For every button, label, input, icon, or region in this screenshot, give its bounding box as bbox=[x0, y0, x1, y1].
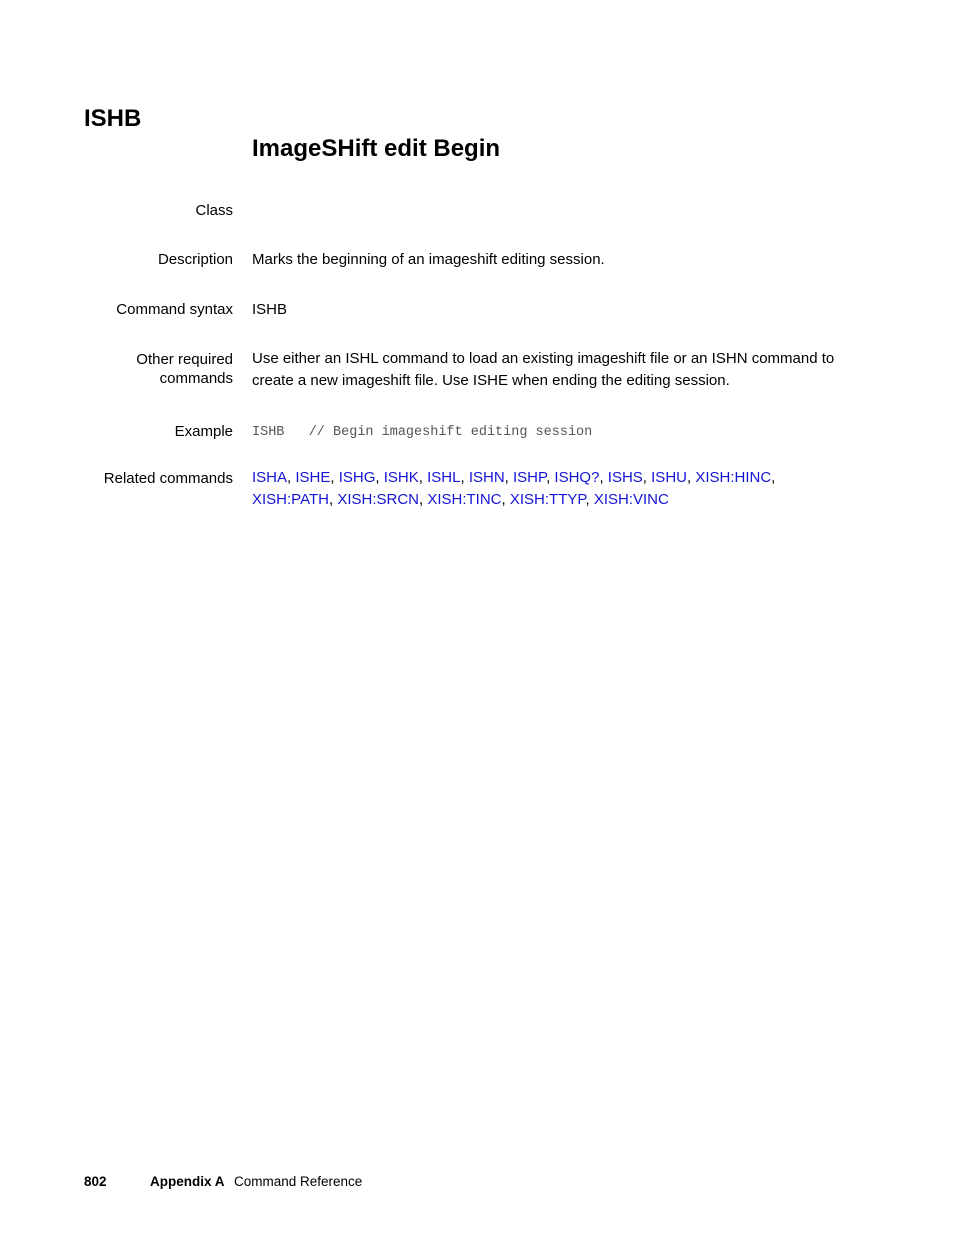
separator: , bbox=[287, 469, 296, 486]
related-link-ishn[interactable]: ISHN bbox=[468, 469, 505, 486]
related-commands-list bbox=[252, 467, 872, 511]
separator: , bbox=[642, 469, 652, 486]
footer-appendix: Appendix A bbox=[150, 1174, 225, 1189]
related-link-xish-vinc[interactable]: XISH:VINC bbox=[593, 491, 669, 508]
separator: , bbox=[599, 469, 608, 486]
related-link-xish-tinc[interactable]: XISH:TINC bbox=[427, 491, 502, 508]
related-link-ishk[interactable]: ISHK bbox=[383, 469, 419, 486]
separator: , bbox=[546, 469, 555, 486]
related-link-isha[interactable]: ISHA bbox=[252, 469, 288, 486]
separator: , bbox=[375, 469, 384, 486]
related-link-ishs[interactable]: ISHS bbox=[607, 469, 643, 486]
related-link-ishg[interactable]: ISHG bbox=[338, 469, 376, 486]
separator: , bbox=[460, 469, 469, 486]
separator: , bbox=[330, 469, 339, 486]
page-number: 802 bbox=[84, 1174, 107, 1189]
separator: , bbox=[504, 469, 513, 486]
related-link-xish-path[interactable]: XISH:PATH bbox=[252, 491, 329, 508]
related-link-ishp[interactable]: ISHP bbox=[513, 469, 547, 486]
description-label: Description bbox=[157, 251, 233, 268]
related-link-ishu[interactable]: ISHU bbox=[651, 469, 687, 486]
syntax-value: ISHB bbox=[252, 301, 288, 318]
related-commands-line2 bbox=[252, 489, 872, 511]
other-required-label-line1: Other required bbox=[136, 351, 233, 368]
related-link-xish-hinc[interactable]: XISH:HINC bbox=[695, 469, 772, 486]
related-link-ishe[interactable]: ISHE bbox=[295, 469, 331, 486]
other-required-label-line2: commands bbox=[159, 370, 233, 387]
command-name: ISHB bbox=[84, 105, 142, 132]
syntax-label: Command syntax bbox=[116, 301, 233, 318]
separator: , bbox=[501, 491, 510, 508]
separator: , bbox=[418, 469, 428, 486]
other-required-value: Use either an ISHL command to load an existing imageshift file or an ISHN command to create a new imageshift file. Use ISHE when ending the editing session. bbox=[252, 350, 835, 389]
example-code: ISHB // Begin imageshift editing session bbox=[252, 425, 593, 440]
related-link-ishl[interactable]: ISHL bbox=[427, 469, 461, 486]
other-required-label bbox=[63, 350, 233, 388]
example-label: Example bbox=[174, 423, 233, 440]
class-label: Class bbox=[195, 202, 233, 219]
footer-section: Command Reference bbox=[234, 1174, 363, 1189]
separator: , bbox=[585, 491, 594, 508]
related-link-xish-srcn[interactable]: XISH:SRCN bbox=[337, 491, 419, 508]
separator: , bbox=[686, 469, 696, 486]
related-commands-line1 bbox=[252, 467, 872, 489]
separator: , bbox=[328, 491, 338, 508]
related-link-xish-ttyp[interactable]: XISH:TTYP bbox=[509, 491, 586, 508]
command-title: ImageSHift edit Begin bbox=[252, 135, 501, 162]
description-value: Marks the beginning of an imageshift editing session. bbox=[252, 251, 605, 268]
separator: , bbox=[771, 469, 776, 486]
related-link-ishq[interactable]: ISHQ? bbox=[554, 469, 600, 486]
separator: , bbox=[419, 491, 428, 508]
related-commands-label: Related commands bbox=[103, 470, 233, 487]
